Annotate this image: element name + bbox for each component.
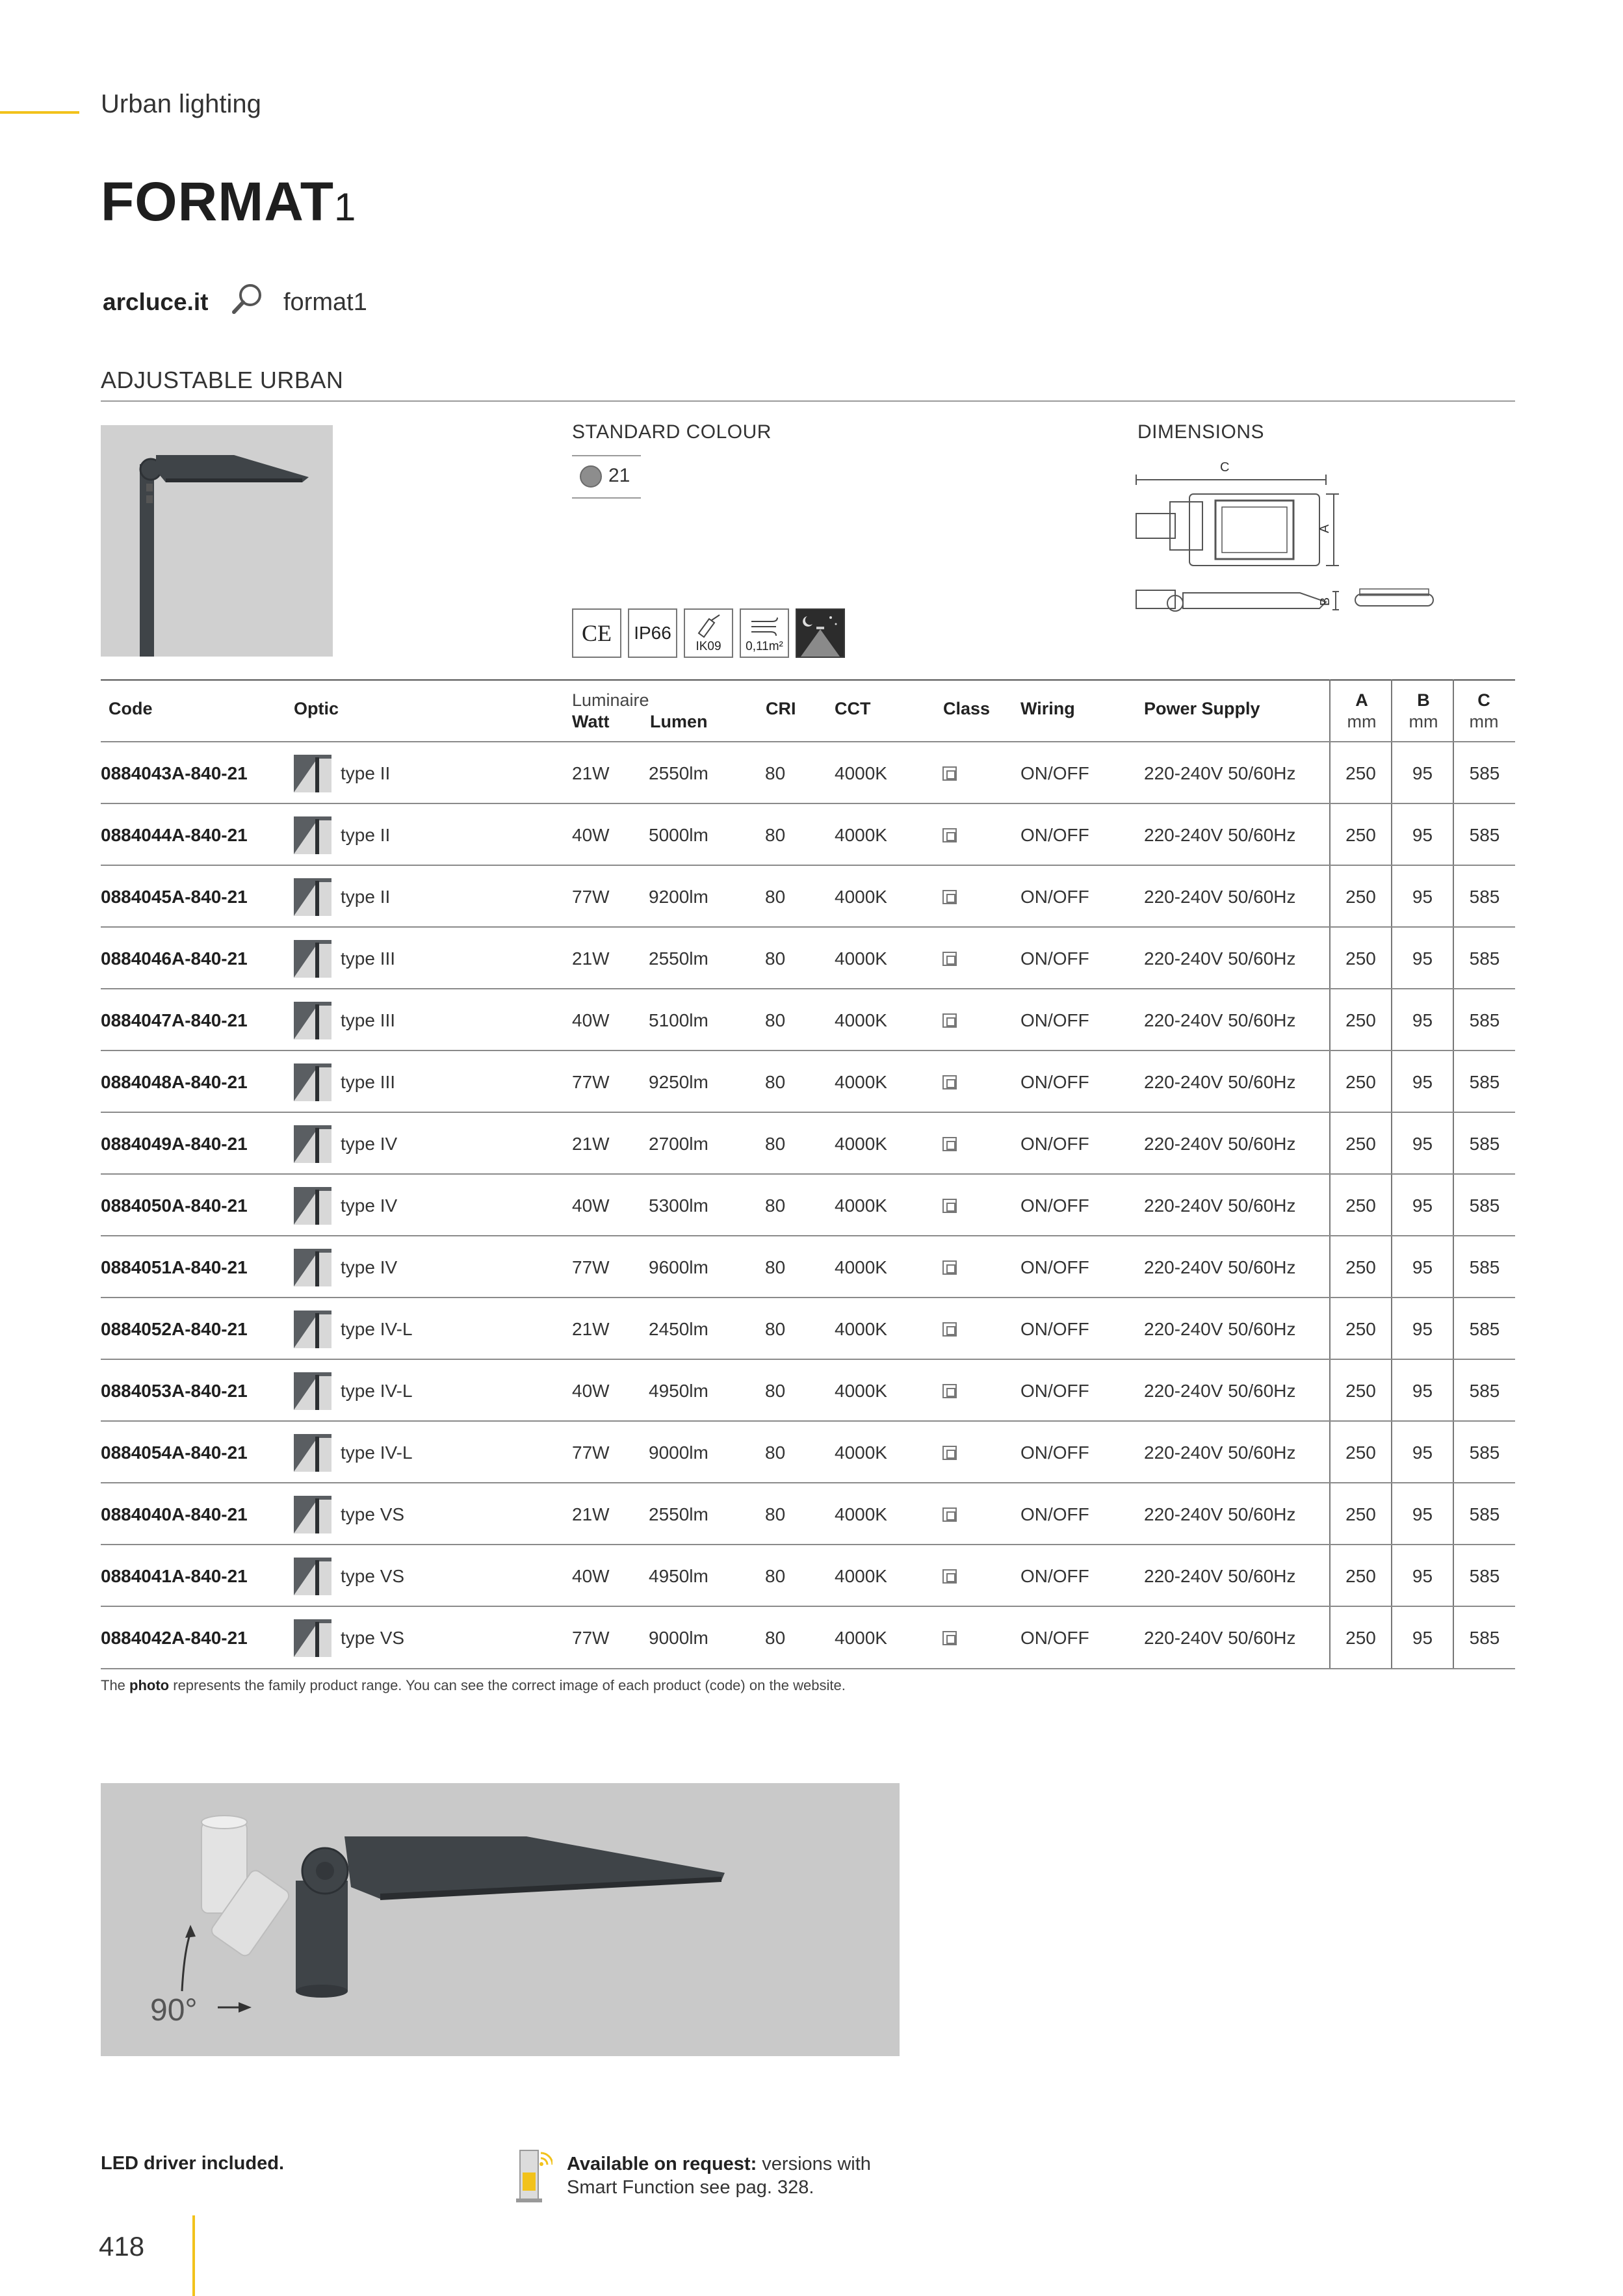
optic-label: type IV-L — [341, 1318, 413, 1339]
ik-rating-icon: IK09 — [684, 608, 733, 658]
optic-distribution-icon — [294, 940, 331, 978]
class-ii-icon — [942, 766, 957, 781]
cell-power-supply: 220-240V 50/60Hz — [1144, 763, 1296, 783]
cell-wiring: ON/OFF — [1020, 1071, 1089, 1092]
cell-cct: 4000K — [835, 1195, 887, 1216]
divider — [101, 400, 1515, 402]
cell-lumen: 9250lm — [649, 1071, 708, 1092]
cell-b: 95 — [1412, 1565, 1433, 1586]
cell-power-supply: 220-240V 50/60Hz — [1144, 1133, 1296, 1154]
cell-lumen: 9600lm — [649, 1257, 708, 1277]
photo-footnote: The photo represents the family product range. You can see the correct image of each product (code) on the website. — [101, 1677, 846, 1693]
optic-distribution-icon — [294, 1434, 331, 1472]
cell-wiring: ON/OFF — [1020, 1133, 1089, 1154]
cell-code: 0884051A-840-21 — [101, 1257, 248, 1277]
cell-optic — [294, 1607, 404, 1669]
cell-watt: 21W — [572, 1133, 610, 1154]
product-title-suffix: 1 — [334, 185, 356, 229]
cell-cri: 80 — [765, 1195, 786, 1216]
cell-power-supply: 220-240V 50/60Hz — [1144, 1010, 1296, 1030]
cell-cct: 4000K — [835, 824, 887, 845]
colour-code: 21 — [608, 465, 630, 486]
cell-c: 585 — [1469, 824, 1500, 845]
optic-label: type IV — [341, 1257, 398, 1277]
cell-cct: 4000K — [835, 763, 887, 783]
cell-cct: 4000K — [835, 1318, 887, 1339]
cell-lumen: 9200lm — [649, 886, 708, 907]
street-lamp-illustration — [101, 425, 333, 657]
optic-label: type III — [341, 1010, 396, 1030]
cell-a: 250 — [1345, 886, 1376, 907]
cell-class — [942, 1422, 957, 1483]
cell-c: 585 — [1469, 1380, 1500, 1401]
cell-class — [942, 1360, 957, 1422]
cell-optic — [294, 866, 390, 928]
cell-b: 95 — [1412, 1010, 1433, 1030]
website-link[interactable]: arcluce.it — [103, 289, 209, 315]
cell-optic — [294, 742, 390, 804]
cell-power-supply: 220-240V 50/60Hz — [1144, 1442, 1296, 1463]
table-row — [101, 1173, 1515, 1235]
product-title-main: FORMAT — [101, 171, 335, 232]
cell-lumen: 5300lm — [649, 1195, 708, 1216]
optic-label: type III — [341, 1071, 396, 1092]
cell-b: 95 — [1412, 824, 1433, 845]
cell-a: 250 — [1345, 1133, 1376, 1154]
cell-power-supply: 220-240V 50/60Hz — [1144, 948, 1296, 969]
cell-lumen: 9000lm — [649, 1627, 708, 1648]
cell-a: 250 — [1345, 1195, 1376, 1216]
class-ii-icon — [942, 1631, 957, 1645]
table-row — [101, 988, 1515, 1050]
class-ii-icon — [942, 828, 957, 842]
cell-cri: 80 — [765, 886, 786, 907]
cell-b: 95 — [1412, 886, 1433, 907]
optic-distribution-icon — [294, 1311, 331, 1348]
class-ii-icon — [942, 1384, 957, 1398]
optic-distribution-icon — [294, 1619, 331, 1657]
cell-cri: 80 — [765, 1504, 786, 1524]
cell-power-supply: 220-240V 50/60Hz — [1144, 1504, 1296, 1524]
cell-watt: 21W — [572, 763, 610, 783]
optic-label: type II — [341, 824, 391, 845]
cell-b: 95 — [1412, 763, 1433, 783]
cell-wiring: ON/OFF — [1020, 1318, 1089, 1339]
cell-watt: 40W — [572, 1380, 610, 1401]
colour-swatch — [580, 465, 602, 488]
cell-c: 585 — [1469, 1257, 1500, 1277]
table-row — [101, 865, 1515, 926]
cell-watt: 40W — [572, 1565, 610, 1586]
cell-optic — [294, 928, 395, 989]
cell-code: 0884046A-840-21 — [101, 948, 248, 969]
cell-optic — [294, 989, 395, 1051]
cell-class — [942, 1607, 957, 1669]
cell-class — [942, 1051, 957, 1113]
cell-wiring: ON/OFF — [1020, 1565, 1089, 1586]
cell-b: 95 — [1412, 1504, 1433, 1524]
cell-cct: 4000K — [835, 1627, 887, 1648]
cell-class — [942, 1483, 957, 1545]
optic-distribution-icon — [294, 1558, 331, 1595]
family-title: ADJUSTABLE URBAN — [101, 367, 344, 393]
table-row — [101, 1482, 1515, 1544]
cell-c: 585 — [1469, 1010, 1500, 1030]
cell-watt: 77W — [572, 1257, 610, 1277]
class-ii-icon — [942, 1075, 957, 1089]
cell-cri: 80 — [765, 1627, 786, 1648]
cell-wiring: ON/OFF — [1020, 948, 1089, 969]
cell-lumen: 2550lm — [649, 1504, 708, 1524]
cell-class — [942, 1545, 957, 1607]
optic-distribution-icon — [294, 755, 331, 792]
cell-a: 250 — [1345, 1504, 1376, 1524]
cell-cct: 4000K — [835, 1071, 887, 1092]
cell-power-supply: 220-240V 50/60Hz — [1144, 1380, 1296, 1401]
led-driver-note: LED driver included. — [101, 2153, 284, 2174]
cell-watt: 77W — [572, 1627, 610, 1648]
cell-watt: 21W — [572, 1318, 610, 1339]
product-title — [101, 171, 356, 232]
class-ii-icon — [942, 1507, 957, 1522]
optic-label: type VS — [341, 1504, 405, 1524]
cell-watt: 40W — [572, 824, 610, 845]
dimension-a-label: A — [1318, 524, 1332, 534]
header-a: A — [1355, 690, 1368, 710]
class-ii-icon — [942, 1260, 957, 1275]
class-ii-icon — [942, 952, 957, 966]
class-ii-icon — [942, 1322, 957, 1337]
class-ii-icon — [942, 1199, 957, 1213]
cell-cct: 4000K — [835, 1504, 887, 1524]
cell-wiring: ON/OFF — [1020, 1257, 1089, 1277]
header-b: B — [1417, 690, 1430, 710]
optic-distribution-icon — [294, 816, 331, 854]
dimensions-drawing — [1131, 455, 1482, 624]
cell-lumen: 2450lm — [649, 1318, 708, 1339]
optic-label: type II — [341, 763, 391, 783]
class-ii-icon — [942, 1013, 957, 1028]
ce-mark-icon: CE — [572, 608, 621, 658]
cell-optic — [294, 1051, 395, 1113]
optic-distribution-icon — [294, 1187, 331, 1225]
optic-label: type IV — [341, 1133, 398, 1154]
cell-watt: 21W — [572, 1504, 610, 1524]
cell-cct: 4000K — [835, 1442, 887, 1463]
cell-wiring: ON/OFF — [1020, 1504, 1089, 1524]
cell-code: 0884045A-840-21 — [101, 886, 248, 907]
cell-c: 585 — [1469, 1318, 1500, 1339]
cell-code: 0884047A-840-21 — [101, 1010, 248, 1030]
cell-cri: 80 — [765, 1257, 786, 1277]
cell-b: 95 — [1412, 1627, 1433, 1648]
cell-b: 95 — [1412, 1257, 1433, 1277]
cell-power-supply: 220-240V 50/60Hz — [1144, 1565, 1296, 1586]
cell-code: 0884049A-840-21 — [101, 1133, 248, 1154]
cell-code: 0884041A-840-21 — [101, 1565, 248, 1586]
section-accent-line — [0, 111, 79, 114]
cell-c: 585 — [1469, 1071, 1500, 1092]
cell-power-supply: 220-240V 50/60Hz — [1144, 1257, 1296, 1277]
optic-distribution-icon — [294, 878, 331, 916]
cell-class — [942, 742, 957, 804]
divider — [572, 455, 641, 456]
cell-cri: 80 — [765, 1133, 786, 1154]
cell-power-supply: 220-240V 50/60Hz — [1144, 1195, 1296, 1216]
cell-wiring: ON/OFF — [1020, 824, 1089, 845]
cell-optic — [294, 804, 390, 866]
cell-a: 250 — [1345, 824, 1376, 845]
cell-class — [942, 1175, 957, 1236]
cell-cct: 4000K — [835, 886, 887, 907]
cell-class — [942, 804, 957, 866]
cell-cri: 80 — [765, 824, 786, 845]
header-c-unit: mm — [1469, 712, 1499, 731]
cell-cri: 80 — [765, 1010, 786, 1030]
cell-cct: 4000K — [835, 1133, 887, 1154]
page-number: 418 — [99, 2231, 145, 2262]
optic-label: type VS — [341, 1565, 405, 1586]
cell-wiring: ON/OFF — [1020, 886, 1089, 907]
cell-b: 95 — [1412, 1380, 1433, 1401]
optic-distribution-icon — [294, 1249, 331, 1286]
wind-surface-icon: 0,11m² — [740, 608, 789, 658]
cell-a: 250 — [1345, 1010, 1376, 1030]
cell-c: 585 — [1469, 1195, 1500, 1216]
optic-label: type VS — [341, 1627, 405, 1648]
rotation-photo — [101, 1783, 900, 2056]
cell-c: 585 — [1469, 1627, 1500, 1648]
cell-lumen: 5000lm — [649, 824, 708, 845]
section-title: Urban lighting — [101, 90, 261, 118]
cell-class — [942, 866, 957, 928]
cell-lumen: 4950lm — [649, 1565, 708, 1586]
optic-label: type III — [341, 948, 396, 969]
cell-a: 250 — [1345, 948, 1376, 969]
table-row — [101, 1050, 1515, 1112]
cell-watt: 21W — [572, 948, 610, 969]
table-row — [101, 1420, 1515, 1482]
table-row — [101, 1112, 1515, 1173]
cell-watt: 40W — [572, 1195, 610, 1216]
cell-code: 0884044A-840-21 — [101, 824, 248, 845]
cell-optic — [294, 1483, 404, 1545]
cell-lumen: 4950lm — [649, 1380, 708, 1401]
search-term: format1 — [283, 289, 367, 316]
cell-a: 250 — [1345, 1318, 1376, 1339]
cell-c: 585 — [1469, 886, 1500, 907]
table-bottom-rule — [101, 1668, 1515, 1669]
cell-lumen: 2700lm — [649, 1133, 708, 1154]
header-watt: Watt — [572, 712, 610, 731]
cell-c: 585 — [1469, 1442, 1500, 1463]
class-ii-icon — [942, 1137, 957, 1151]
standard-colour-label: STANDARD COLOUR — [572, 421, 772, 443]
dimension-b-label: B — [1318, 597, 1333, 607]
cell-lumen: 2550lm — [649, 763, 708, 783]
cell-wiring: ON/OFF — [1020, 1010, 1089, 1030]
search-icon — [229, 281, 265, 317]
cell-b: 95 — [1412, 1318, 1433, 1339]
cell-wiring: ON/OFF — [1020, 1380, 1089, 1401]
cell-optic — [294, 1422, 413, 1483]
cell-class — [942, 1298, 957, 1360]
night-lighting-icon — [796, 608, 845, 658]
rotation-angle-label: 90° — [150, 1993, 198, 2028]
cell-a: 250 — [1345, 1257, 1376, 1277]
divider — [572, 497, 641, 499]
available-on-request-note: Available on request: versions with Smart Function see pag. 328. — [567, 2154, 871, 2198]
cell-class — [942, 928, 957, 989]
header-code: Code — [109, 699, 153, 718]
optic-distribution-icon — [294, 1125, 331, 1163]
header-b-unit: mm — [1409, 712, 1438, 731]
table-row — [101, 741, 1515, 803]
cell-cri: 80 — [765, 1380, 786, 1401]
header-optic: Optic — [294, 699, 339, 718]
table-row — [101, 1297, 1515, 1359]
cell-c: 585 — [1469, 1133, 1500, 1154]
adjustable-bracket-illustration — [101, 1783, 900, 2056]
dimensions-label: DIMENSIONS — [1137, 421, 1265, 443]
cell-wiring: ON/OFF — [1020, 1442, 1089, 1463]
class-ii-icon — [942, 1569, 957, 1584]
cell-cri: 80 — [765, 1318, 786, 1339]
table-row — [101, 1359, 1515, 1420]
optic-label: type IV-L — [341, 1380, 413, 1401]
table-row — [101, 1544, 1515, 1606]
cell-power-supply: 220-240V 50/60Hz — [1144, 824, 1296, 845]
table-row — [101, 1606, 1515, 1667]
cell-class — [942, 1113, 957, 1175]
cell-lumen: 2550lm — [649, 948, 708, 969]
cell-class — [942, 989, 957, 1051]
cell-wiring: ON/OFF — [1020, 1195, 1089, 1216]
cell-power-supply: 220-240V 50/60Hz — [1144, 1627, 1296, 1648]
cell-watt: 40W — [572, 1010, 610, 1030]
cell-a: 250 — [1345, 1627, 1376, 1648]
cell-cct: 4000K — [835, 1010, 887, 1030]
cell-c: 585 — [1469, 948, 1500, 969]
cell-cct: 4000K — [835, 1380, 887, 1401]
dimension-c-label: C — [1220, 460, 1230, 475]
cell-code: 0884053A-840-21 — [101, 1380, 248, 1401]
cell-wiring: ON/OFF — [1020, 763, 1089, 783]
cell-cri: 80 — [765, 948, 786, 969]
cell-lumen: 5100lm — [649, 1010, 708, 1030]
cell-b: 95 — [1412, 948, 1433, 969]
header-cri: CRI — [766, 699, 796, 718]
page-accent-line — [192, 2215, 195, 2296]
cell-watt: 77W — [572, 1071, 610, 1092]
cell-a: 250 — [1345, 1380, 1376, 1401]
cell-power-supply: 220-240V 50/60Hz — [1144, 886, 1296, 907]
table-row — [101, 926, 1515, 988]
cell-code: 0884048A-840-21 — [101, 1071, 248, 1092]
cell-cri: 80 — [765, 1442, 786, 1463]
cell-code: 0884054A-840-21 — [101, 1442, 248, 1463]
cell-a: 250 — [1345, 1442, 1376, 1463]
header-a-unit: mm — [1347, 712, 1377, 731]
cell-b: 95 — [1412, 1071, 1433, 1092]
header-lumen: Lumen — [650, 712, 708, 731]
optic-distribution-icon — [294, 1372, 331, 1410]
cell-b: 95 — [1412, 1133, 1433, 1154]
cell-b: 95 — [1412, 1442, 1433, 1463]
optic-distribution-icon — [294, 1063, 331, 1101]
cell-code: 0884043A-840-21 — [101, 763, 248, 783]
cell-cct: 4000K — [835, 1257, 887, 1277]
cell-optic — [294, 1545, 404, 1607]
cell-code: 0884052A-840-21 — [101, 1318, 248, 1339]
cell-cri: 80 — [765, 1565, 786, 1586]
optic-label: type II — [341, 886, 391, 907]
ip-rating-icon: IP66 — [628, 608, 677, 658]
class-ii-icon — [942, 1446, 957, 1460]
cell-watt: 77W — [572, 886, 610, 907]
cell-cct: 4000K — [835, 948, 887, 969]
cell-power-supply: 220-240V 50/60Hz — [1144, 1071, 1296, 1092]
smart-function-icon — [513, 2146, 552, 2204]
cell-class — [942, 1236, 957, 1298]
cell-lumen: 9000lm — [649, 1442, 708, 1463]
cell-code: 0884050A-840-21 — [101, 1195, 248, 1216]
optic-label: type IV — [341, 1195, 398, 1216]
cell-a: 250 — [1345, 1071, 1376, 1092]
cell-b: 95 — [1412, 1195, 1433, 1216]
cell-a: 250 — [1345, 763, 1376, 783]
cell-optic — [294, 1175, 397, 1236]
cell-a: 250 — [1345, 1565, 1376, 1586]
cell-optic — [294, 1113, 397, 1175]
cell-wiring: ON/OFF — [1020, 1627, 1089, 1648]
cell-optic — [294, 1236, 397, 1298]
optic-distribution-icon — [294, 1496, 331, 1533]
cell-c: 585 — [1469, 1565, 1500, 1586]
cell-cct: 4000K — [835, 1565, 887, 1586]
table-row — [101, 803, 1515, 865]
table-row — [101, 1235, 1515, 1297]
cell-watt: 77W — [572, 1442, 610, 1463]
header-c: C — [1477, 690, 1490, 710]
header-luminaire: Luminaire — [572, 690, 649, 710]
cell-cri: 80 — [765, 1071, 786, 1092]
optic-distribution-icon — [294, 1002, 331, 1039]
cell-optic — [294, 1298, 413, 1360]
header-class: Class — [943, 699, 991, 718]
cell-cri: 80 — [765, 763, 786, 783]
header-cct: CCT — [835, 699, 871, 718]
cell-code: 0884040A-840-21 — [101, 1504, 248, 1524]
cell-optic — [294, 1360, 413, 1422]
cell-power-supply: 220-240V 50/60Hz — [1144, 1318, 1296, 1339]
table-header-rule — [101, 679, 1515, 681]
cell-code: 0884042A-840-21 — [101, 1627, 248, 1648]
cell-c: 585 — [1469, 1504, 1500, 1524]
optic-label: type IV-L — [341, 1442, 413, 1463]
header-wiring: Wiring — [1020, 699, 1075, 718]
cell-c: 585 — [1469, 763, 1500, 783]
product-photo — [101, 425, 333, 657]
class-ii-icon — [942, 890, 957, 904]
header-power-supply: Power Supply — [1144, 699, 1260, 718]
